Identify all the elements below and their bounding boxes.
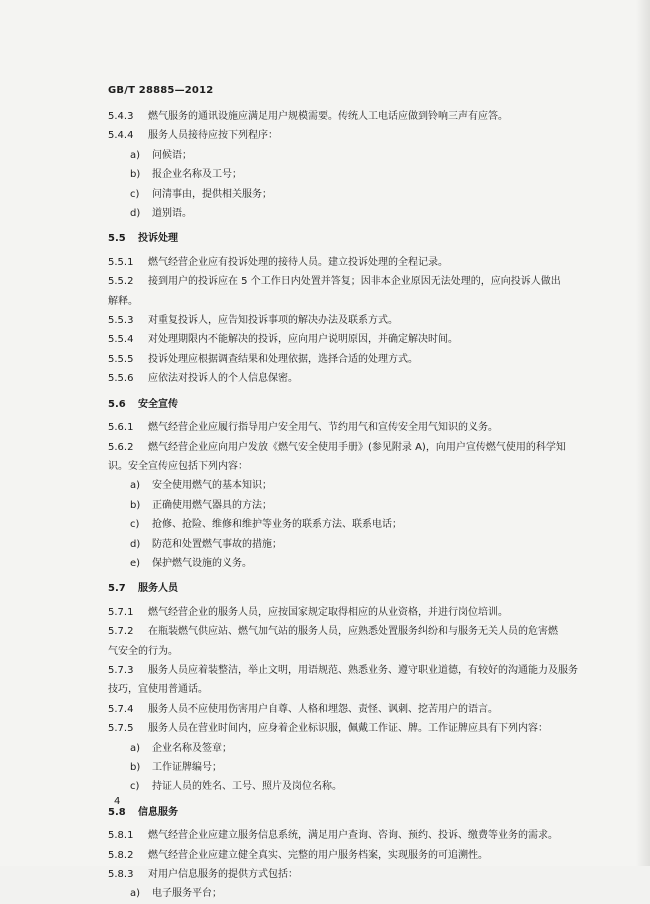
clause-text: 正确使用燃气器具的方法； <box>152 499 272 511</box>
list-item <box>108 185 588 204</box>
clause-line <box>108 719 588 738</box>
clause-line <box>108 680 588 699</box>
clause-text: 服务人员应着装整洁，举止文明，用语规范、熟悉业务、遵守职业道德，有较好的沟通能力及服务 <box>148 664 578 676</box>
list-item <box>108 739 588 758</box>
clause-text: 接到用户的投诉应在 5 个工作日内处置并答复；因非本企业原因无法处理的，应向投诉人做出 <box>148 276 561 288</box>
clause-number: 5.5.4 <box>108 334 134 346</box>
section-heading <box>108 229 588 248</box>
list-item <box>108 554 588 573</box>
clause-number: 5.7.5 <box>108 723 134 735</box>
list-item <box>108 146 588 165</box>
clause-number: 5.7 <box>108 583 126 595</box>
clause-number: a) <box>130 149 141 161</box>
clause-number: c) <box>130 781 140 793</box>
clause-line <box>108 642 588 661</box>
clause-text: 投诉处理 <box>138 233 178 245</box>
clause-number: a) <box>130 888 141 900</box>
clause-text: 对用户信息服务的提供方式包括： <box>148 869 298 881</box>
clause-text: 保护燃气设施的义务。 <box>152 557 252 569</box>
clause-text: 服务人员接待应按下列程序： <box>148 130 278 142</box>
clause-number: 5.8 <box>108 806 126 818</box>
clause-number: e) <box>130 557 141 569</box>
clause-line <box>108 369 588 388</box>
clause-line <box>108 253 588 272</box>
clause-number: 5.6.1 <box>108 422 134 434</box>
clause-text: 对重复投诉人，应告知投诉事项的解决办法及联系方式。 <box>148 315 398 327</box>
clause-number: 5.7.3 <box>108 664 134 676</box>
clause-text: 问候语； <box>152 149 192 161</box>
clause-number: 5.6.2 <box>108 441 134 453</box>
page-number: 4 <box>114 796 121 807</box>
clause-number: 5.5.6 <box>108 373 134 385</box>
list-item <box>108 496 588 515</box>
clause-line <box>108 272 588 291</box>
standard-header: GB/T 28885—2012 <box>108 85 214 96</box>
section-heading <box>108 803 588 822</box>
clause-text: 在瓶装燃气供应站、燃气加气站的服务人员，应熟悉处置服务纠纷和与服务无关人员的危害燃 <box>148 626 558 638</box>
clause-line <box>108 603 588 622</box>
clause-line <box>108 107 588 126</box>
clause-line <box>108 865 588 884</box>
clause-text: 持证人员的姓名、工号、照片及岗位名称。 <box>152 781 342 793</box>
clause-text: 问清事由，提供相关服务； <box>152 188 272 200</box>
clause-text: 燃气服务的通讯设施应满足用户规模需要。传统人工电话应做到铃响三声有应答。 <box>148 111 508 122</box>
clause-text: 安全宣传 <box>138 398 178 410</box>
section-heading <box>108 579 588 598</box>
clause-line <box>108 350 588 369</box>
clause-number: 5.8.3 <box>108 869 134 881</box>
clause-number: b) <box>130 499 141 511</box>
clause-number: 5.4.3 <box>108 111 134 122</box>
clause-number: 5.7.1 <box>108 606 134 618</box>
clause-line <box>108 292 588 311</box>
clause-line <box>108 457 588 476</box>
clause-text: 道别语。 <box>152 208 192 220</box>
list-item <box>108 535 588 554</box>
clause-text: 电子服务平台； <box>152 888 222 900</box>
clause-text: 服务人员 <box>138 583 178 595</box>
list-item <box>108 758 588 777</box>
clause-text: 报企业名称及工号； <box>152 169 242 181</box>
clause-line <box>108 622 588 641</box>
clause-number: d) <box>130 208 141 220</box>
clause-number: 5.5.1 <box>108 256 134 268</box>
clause-number: 5.8.2 <box>108 849 134 861</box>
clause-text: 燃气经营企业应履行指导用户安全用气、节约用气和宣传安全用气知识的义务。 <box>148 422 498 434</box>
clause-line <box>108 126 588 145</box>
clause-number: 5.5.2 <box>108 276 134 288</box>
clause-number: 5.8.1 <box>108 830 134 842</box>
clause-number: 5.7.2 <box>108 626 134 638</box>
section-heading <box>108 395 588 414</box>
clause-number: 5.4.4 <box>108 130 134 142</box>
list-item <box>108 204 588 223</box>
clause-text: 服务人员在营业时间内，应身着企业标识服，佩戴工作证、牌。工作证牌应具有下列内容： <box>148 723 548 735</box>
clause-line <box>108 846 588 865</box>
clause-text: 投诉处理应根据调查结果和处理依据，选择合适的处理方式。 <box>148 353 418 365</box>
clause-line <box>108 438 588 457</box>
clause-line <box>108 661 588 680</box>
clause-text: 解释。 <box>108 295 138 307</box>
clause-text: 燃气经营企业的服务人员，应按国家规定取得相应的从业资格，并进行岗位培训。 <box>148 606 508 618</box>
clause-number: c) <box>130 188 140 200</box>
clause-number: c) <box>130 519 140 531</box>
list-item <box>108 515 588 534</box>
clause-text: 信息服务 <box>138 806 178 818</box>
clause-number: 5.5.5 <box>108 353 134 365</box>
clause-text: 防范和处置燃气事故的措施； <box>152 538 282 550</box>
clause-text: 识。安全宣传应包括下列内容： <box>108 460 248 472</box>
clause-number: a) <box>130 480 141 492</box>
clause-number: 5.5 <box>108 233 126 245</box>
clause-text: 技巧，宜使用普通话。 <box>108 684 208 696</box>
clause-text: 服务人员不应使用伤害用户自尊、人格和埋怨、责怪、讽刺、挖苦用户的语言。 <box>148 703 498 715</box>
clause-text: 燃气经营企业应建立健全真实、完整的用户服务档案，实现服务的可追溯性。 <box>148 849 488 861</box>
document-body <box>108 107 588 904</box>
clause-line <box>108 826 588 845</box>
clause-text: 应依法对投诉人的个人信息保密。 <box>148 373 298 385</box>
clause-text: 工作证牌编号； <box>152 762 222 773</box>
clause-number: a) <box>130 742 141 754</box>
clause-number: b) <box>130 169 141 181</box>
clause-line <box>108 311 588 330</box>
clause-number: 5.6 <box>108 398 126 410</box>
scan-edge-shadow <box>636 0 650 866</box>
list-item <box>108 165 588 184</box>
clause-number: d) <box>130 538 141 550</box>
clause-number: 5.5.3 <box>108 315 134 327</box>
clause-line <box>108 330 588 349</box>
clause-text: 气安全的行为。 <box>108 645 178 657</box>
clause-text: 燃气经营企业应向用户发放《燃气安全使用手册》(参见附录 A)，向用户宣传燃气使用的科学知 <box>148 441 566 453</box>
clause-text: 燃气经营企业应建立服务信息系统，满足用户查询、咨询、预约、投诉、缴费等业务的需求。 <box>148 830 558 842</box>
clause-text: 安全使用燃气的基本知识； <box>152 480 272 492</box>
list-item <box>108 777 588 796</box>
clause-line <box>108 418 588 437</box>
list-item <box>108 476 588 495</box>
clause-line <box>108 700 588 719</box>
clause-text: 企业名称及签章； <box>152 742 232 754</box>
clause-number: 5.7.4 <box>108 703 134 715</box>
clause-text: 对处理期限内不能解决的投诉，应向用户说明原因，并确定解决时间。 <box>148 334 458 346</box>
clause-text: 燃气经营企业应有投诉处理的接待人员。建立投诉处理的全程记录。 <box>148 256 448 268</box>
clause-number: b) <box>130 762 141 773</box>
clause-text: 抢修、抢险、维修和维护等业务的联系方法、联系电话； <box>152 519 402 531</box>
list-item <box>108 884 588 903</box>
